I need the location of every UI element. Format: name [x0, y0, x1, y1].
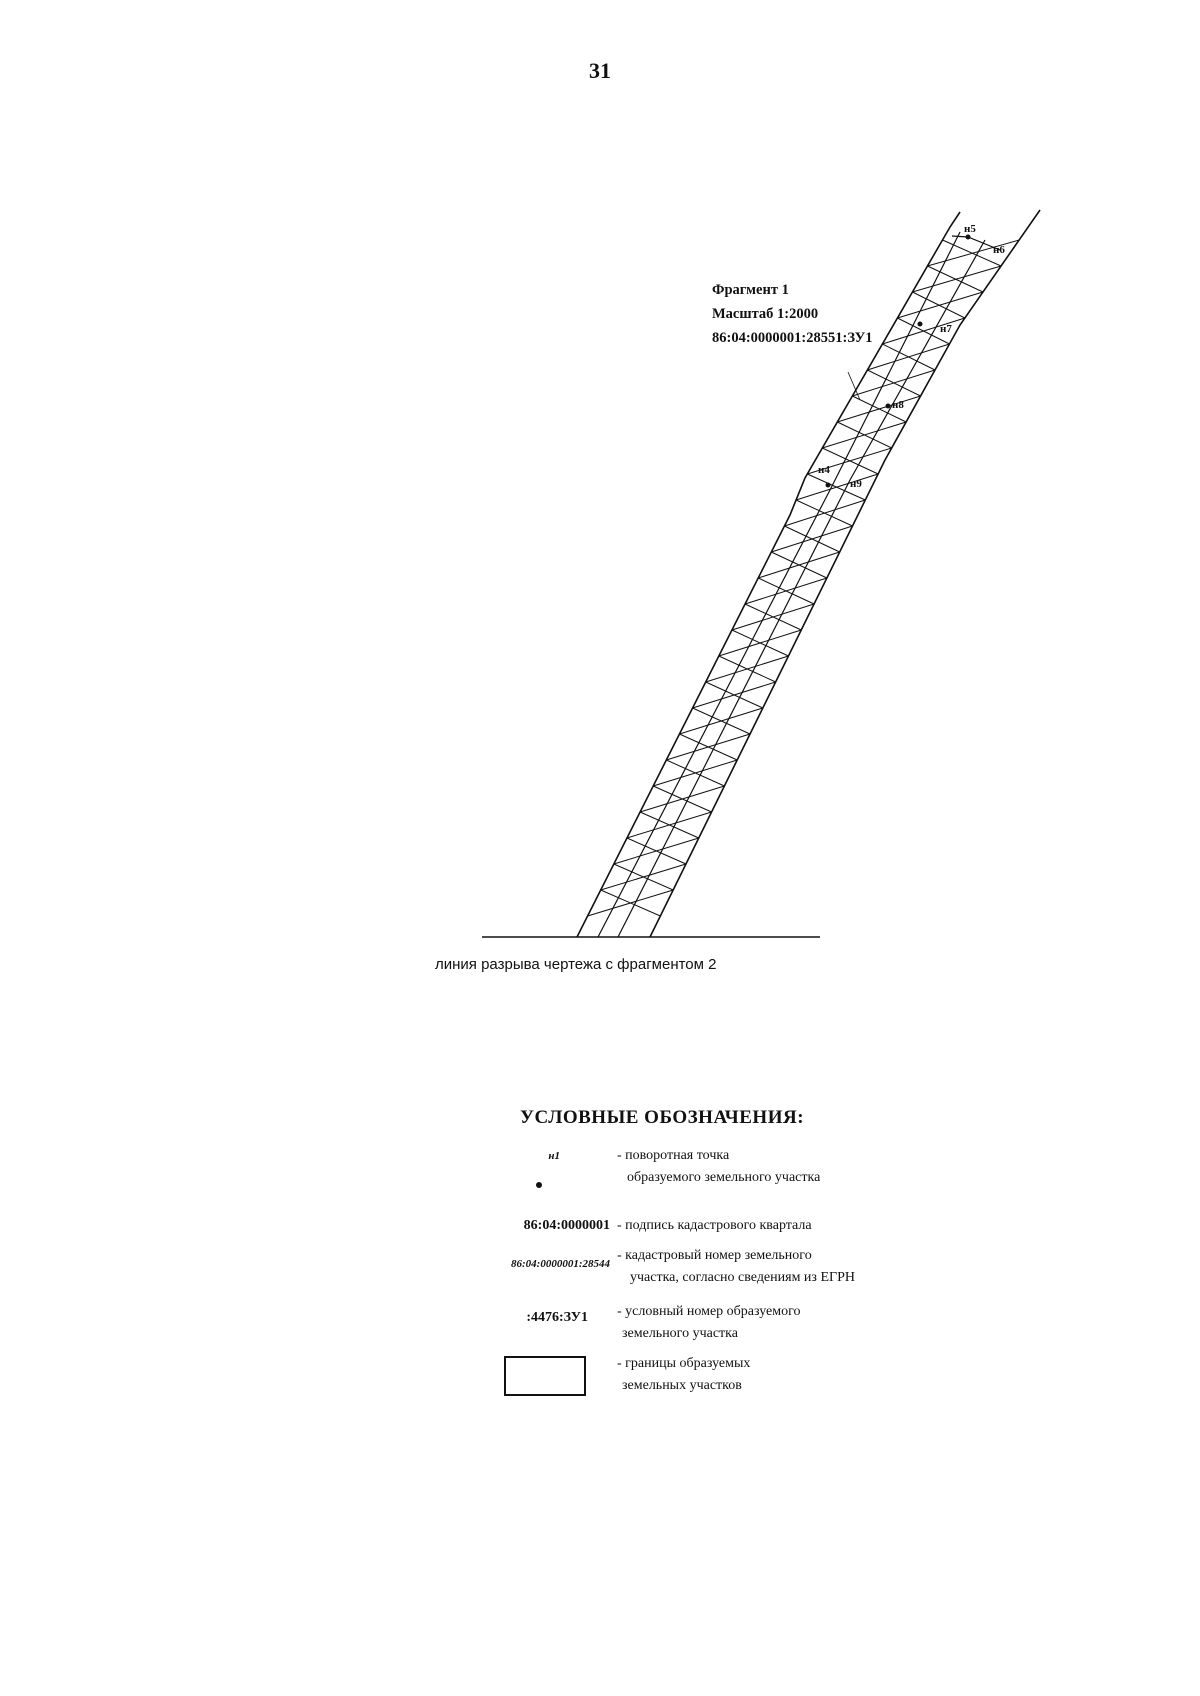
- point-label-n4: н4: [818, 464, 830, 476]
- hatch-line-35: [693, 682, 776, 708]
- legend-point-desc-2: образуемого земельного участка: [627, 1170, 821, 1185]
- point-label-n6: н6: [993, 244, 1005, 256]
- hatch-line-27: [745, 578, 827, 604]
- break-line-caption: линия разрыва чертежа с фрагментом 2: [435, 956, 717, 973]
- legend-new-parcel-desc-2: земельного участка: [622, 1326, 738, 1341]
- point-label-n7: н7: [940, 323, 952, 335]
- hatch-line-1: [927, 240, 1019, 266]
- page-number: 31: [589, 58, 611, 83]
- hatch-line-31: [719, 630, 801, 656]
- legend-boundary-desc-2: земельных участков: [622, 1378, 742, 1393]
- legend-boundary-desc-1: - границы образуемых: [617, 1356, 751, 1371]
- point-marker-n7: [918, 322, 923, 327]
- legend-cadastral-symbol: 86:04:0000001:28544: [511, 1258, 610, 1270]
- legend-new-parcel-symbol: :4476:ЗУ1: [526, 1310, 588, 1325]
- legend-cadastral-desc-2: участка, согласно сведениям из ЕГРН: [630, 1270, 855, 1285]
- hatch-line-21: [784, 500, 865, 526]
- fragment-title: Фрагмент 1: [712, 282, 789, 298]
- parcel-right-boundary: [650, 210, 1040, 937]
- legend-cadastral-desc-1: - кадастровый номер земельного: [617, 1248, 812, 1263]
- hatch-line-33: [706, 656, 789, 682]
- fragment-scale: Масштаб 1:2000: [712, 306, 819, 322]
- hatch-line-45: [627, 812, 712, 838]
- point-label-n8: н8: [892, 399, 904, 411]
- legend-quarter-desc: - подпись кадастрового квартала: [617, 1218, 812, 1233]
- hatch-line-25: [758, 552, 839, 578]
- point-label-n9: н9: [850, 478, 862, 490]
- hatch-line-19: [796, 474, 878, 500]
- point-marker-n5: [966, 235, 971, 240]
- hatch-line-37: [679, 708, 762, 734]
- hatch-line-43: [640, 786, 724, 812]
- hatch-line-41: [653, 760, 737, 786]
- legend-quarter-symbol: 86:04:0000001: [523, 1218, 610, 1233]
- hatch-line-39: [666, 734, 750, 760]
- legend-boundary-symbol: [504, 1356, 586, 1396]
- point-marker-n4: [826, 483, 831, 488]
- hatch-line-23: [771, 526, 852, 552]
- legend-new-parcel-desc-1: - условный номер образуемого: [617, 1304, 801, 1319]
- hatch-line-29: [732, 604, 814, 630]
- point-marker-n8: [886, 404, 891, 409]
- point-label-n5: н5: [964, 223, 976, 235]
- legend-point-dot: [536, 1182, 542, 1188]
- legend-point-symbol: н1: [548, 1150, 560, 1162]
- legend-title: УСЛОВНЫЕ ОБОЗНАЧЕНИЯ:: [520, 1107, 805, 1128]
- legend-point-desc-1: - поворотная точка: [617, 1148, 730, 1163]
- fragment-parcel-label: 86:04:0000001:28551:ЗУ1: [712, 330, 873, 346]
- hatch-line-47: [614, 838, 699, 864]
